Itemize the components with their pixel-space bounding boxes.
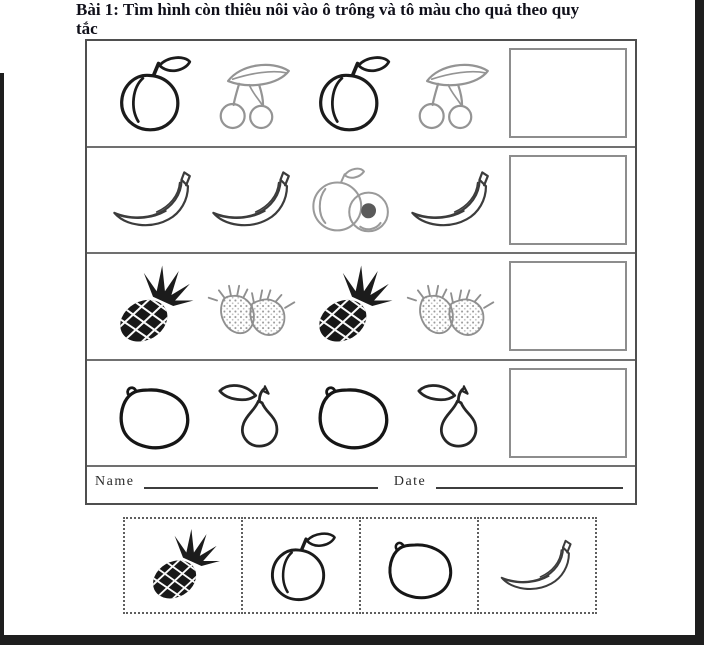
name-label: Name <box>95 474 135 489</box>
pattern-row-fruits <box>99 45 505 142</box>
answer-options-strip <box>123 517 597 614</box>
strawberries-icon <box>206 260 298 352</box>
pattern-rows <box>87 41 635 467</box>
banana-icon <box>495 524 579 608</box>
exercise-title-line1: Bài 1: Tìm hình còn thiêu nôi vào ô trông và tô màu cho quả theo quy <box>76 0 580 19</box>
answer-option-lemon[interactable] <box>359 517 479 614</box>
lemon-icon <box>377 524 461 608</box>
pineapple-icon <box>107 260 199 352</box>
name-date-row <box>87 467 635 503</box>
empty-answer-box-row-3[interactable] <box>509 261 627 351</box>
pattern-row-3 <box>87 254 635 361</box>
banana-icon <box>107 154 199 246</box>
pineapple-icon <box>306 260 398 352</box>
answer-option-peach[interactable] <box>241 517 361 614</box>
banana-icon <box>405 154 497 246</box>
pattern-row-2 <box>87 148 635 255</box>
scan-edge-right <box>695 0 704 645</box>
pattern-row-4 <box>87 361 635 468</box>
empty-answer-box-row-2[interactable] <box>509 155 627 245</box>
pear-icon <box>206 367 298 459</box>
peach-icon <box>306 47 398 139</box>
date-label: Date <box>393 474 427 489</box>
pineapple-icon <box>141 524 225 608</box>
peach-pair-icon <box>306 154 398 246</box>
answer-option-pineapple[interactable] <box>123 517 243 614</box>
empty-answer-box-row-4[interactable] <box>509 368 627 458</box>
empty-answer-box-row-1[interactable] <box>509 48 627 138</box>
name-field-line[interactable] <box>144 475 377 489</box>
pattern-row-fruits <box>99 152 505 249</box>
scan-edge-left <box>0 73 4 645</box>
cherries-icon <box>405 47 497 139</box>
peach-icon <box>107 47 199 139</box>
answer-option-banana[interactable] <box>477 517 597 614</box>
pattern-row-1 <box>87 41 635 148</box>
pattern-row-fruits <box>99 365 505 462</box>
banana-icon <box>206 154 298 246</box>
lemon-icon <box>306 367 398 459</box>
pattern-row-fruits <box>99 258 505 355</box>
strawberries-icon <box>405 260 497 352</box>
pear-icon <box>405 367 497 459</box>
peach-icon <box>259 524 343 608</box>
cherries-icon <box>206 47 298 139</box>
scan-edge-bottom <box>0 635 704 645</box>
lemon-icon <box>107 367 199 459</box>
exercise-title-line2: tắc <box>76 19 98 38</box>
pattern-worksheet-box <box>85 39 637 505</box>
exercise-title <box>76 0 656 38</box>
date-field-line[interactable] <box>436 475 623 489</box>
